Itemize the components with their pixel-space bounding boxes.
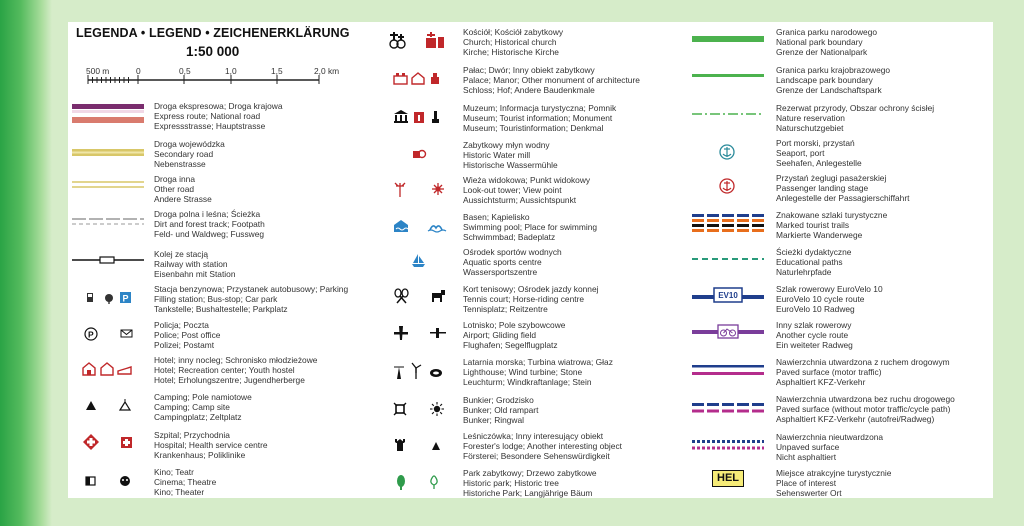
legend-item-field-road: Droga polna i leśna; Ścieżka Dirt and forest track; Footpath Feld- und Waldweg; Fussweg (154, 209, 265, 239)
legend-item-voivodeship-road: Droga wojewódzka Secondary road Nebenstrasse (154, 139, 225, 169)
legend-item-fuel-bus-parking: Stacja benzynowa; Przystanek autobusowy; Parking Filling station; Bus-stop; Car park Tankstelle; Bushaltestelle; Parkplatz (154, 284, 349, 314)
cinema-theatre-icons (85, 475, 145, 489)
landscape-park-boundary-line (692, 74, 767, 82)
legend-item-hotel: Hotel; inny nocleg; Schronisko młodzieżowe Hotel; Recreation center; Youth hostel Hotel; Erholungszentre; Jugendherberge (154, 355, 318, 385)
unpaved-line (692, 440, 767, 452)
cycle-route-line (692, 325, 767, 341)
scale-label: 0,5 (179, 66, 191, 76)
legend-item-lighthouse: Latarnia morska; Turbina wiatrowa; Głaz Lighthouse; Wind turbine; Stone Leuchturm; Windkraftanlage; Stein (463, 357, 613, 387)
legend-item-paved-no-traffic: Nawierzchnia utwardzona bez ruchu drogowego Paved surface (without motor traffic/cycle path) Asphaltiert KFZ-Verkehr (autofrei/Radweg) (776, 394, 955, 424)
railway-station-line (72, 256, 147, 266)
educational-path-line (692, 257, 767, 263)
expressway-road-line (72, 104, 147, 126)
forester-lodge-icons (394, 438, 454, 454)
ev10-badge: EV10 (718, 291, 738, 300)
hospital-icons (84, 434, 144, 452)
legend-item-cinema: Kino; Teatr Cinema; Theatre Kino; Theater (154, 467, 217, 497)
legend-title: LEGENDA • LEGEND • ZEICHENERKLÄRUNG (76, 26, 350, 40)
water-sports-icon (412, 254, 428, 270)
legend-item-swimming: Basen; Kąpielisko Swimming pool; Place for swimming Schwimmbad; Badeplatz (463, 212, 598, 242)
legend-item-eurovelo: Szlak rowerowy EuroVelo 10 EuroVelo 10 cycle route EuroVelo 10 Radweg (776, 284, 883, 314)
legend-item-seaport: Port morski, przystań Seaport, port Seehafen, Anlegestelle (776, 138, 862, 168)
hotel-hostel-icons (82, 362, 142, 378)
legend-item-unpaved: Nawierzchnia nieutwardzona Unpaved surface Nicht asphaltiert (776, 432, 884, 462)
legend-item-camping: Camping; Pole namiotowe Camping; Camp site Campingplatz; Zeltplatz (154, 392, 252, 422)
legend-item-water-mill: Zabytkowy młyn wodny Historic Water mill Historische Wassermühle (463, 140, 558, 170)
police-post-icons (84, 327, 144, 343)
legend-item-national-park: Granica parku narodowego National park boundary Grenze der Nationalpark (776, 27, 878, 57)
svg-text:P: P (88, 329, 94, 340)
scale-label: 0 (136, 66, 141, 76)
historic-park-tree-icons (396, 475, 456, 493)
legend-item-police-post: Policja; Poczta Police; Post office Polizei; Postamt (154, 320, 221, 350)
water-mill-icon (413, 148, 433, 162)
legend-item-place-of-interest: Miejsce atrakcyjne turystycznie Place of interest Sehenswerter Ort (776, 468, 892, 498)
tennis-horse-icons (394, 289, 454, 305)
camping-icons (85, 399, 145, 413)
airport-glider-icons (394, 326, 454, 340)
paved-traffic-line (692, 365, 767, 377)
left-green-strip (0, 0, 52, 526)
scale-label: 500 m (86, 66, 110, 76)
legend-item-marked-trails: Znakowane szlaki turystyczne Marked tourist trails Markierte Wanderwege (776, 210, 888, 240)
scale-label: 1,0 (225, 66, 237, 76)
legend-item-landscape-park: Granica parku krajobrazowego Landscape park boundary Grenze der Landschaftspark (776, 65, 891, 95)
map-scale: 1:50 000 (186, 44, 240, 59)
legend-sheet (68, 22, 993, 498)
legend-item-tennis: Kort tenisowy; Ośrodek jazdy konnej Tennis court; Horse-riding centre Tennisplatz; Reitzentre (463, 284, 599, 314)
legend-item-palace: Pałac; Dwór; Inny obiekt zabytkowy Palace; Manor; Other monument of architecture Schloss; Hof; Andere Baudenkmale (463, 65, 640, 95)
landing-stage-anchor-icon (719, 178, 737, 196)
palace-manor-icons (394, 72, 454, 86)
place-of-interest-badge: HEL (712, 470, 744, 487)
field-road-line (72, 218, 147, 228)
legend-item-other-road: Droga inna Other road Andere Strasse (154, 174, 212, 204)
legend-item-historic-park: Park zabytkowy; Drzewo zabytkowe Historic park; Historic tree Historiche Park; Langjährige Bäum (463, 468, 597, 498)
other-road-line (72, 181, 147, 191)
bunker-rampart-icons (394, 402, 454, 418)
marked-trails-lines (692, 214, 767, 236)
legend-item-expressway: Droga ekspresowa; Droga krajowa Express route; National road Expressstrasse; Hauptstrasse (154, 101, 283, 131)
legend-item-educational-path: Ścieżki dydaktyczne Educational paths Naturlehrpfade (776, 247, 852, 277)
museum-monument-icons (394, 110, 454, 124)
national-park-boundary-line (692, 36, 767, 46)
legend-item-forester-lodge: Leśniczówka; Inny interesujący obiekt Forester's lodge; Another interesting object Försterei; Besondere Sehenswürdigkeit (463, 431, 622, 461)
seaport-anchor-icon (719, 144, 737, 162)
swimming-icons (394, 220, 454, 234)
legend-item-nature-reserve: Rezerwat przyrody, Obszar ochrony ścisłej Nature reservation Naturschutzgebiet (776, 103, 935, 133)
legend-item-landing-stage: Przystań żeglugi pasażerskiej Passenger landing stage Anlegestelle der Passagierschiffahrt (776, 173, 910, 203)
voivodeship-road-line (72, 149, 147, 159)
legend-item-railway: Kolej ze stacją Railway with station Eisenbahn mit Station (154, 249, 236, 279)
lighthouse-wind-icons (394, 363, 454, 381)
church-icons (388, 32, 448, 52)
legend-item-paved-traffic: Nawierzchnia utwardzona z ruchem drogowym Paved surface (motor traffic) Asphaltiert KFZ-Verkehr (776, 357, 950, 387)
paved-no-traffic-line (692, 403, 767, 415)
legend-item-lookout: Wieża widokowa; Punkt widokowy Look-out tower; View point Aussichtsturm; Aussichtspunkt (463, 175, 591, 205)
legend-item-bunker: Bunkier; Grodzisko Bunker; Old rampart Bunker; Ringwal (463, 395, 539, 425)
legend-item-church: Kościół; Kościół zabytkowy Church; Historical church Kirche; Historische Kirche (463, 27, 564, 57)
fuel-bus-parking-icons (86, 291, 146, 305)
legend-item-airport: Lotnisko; Pole szybowcowe Airport; Gliding field Flughafen; Segelflugplatz (463, 320, 566, 350)
legend-item-water-sports: Ośrodek sportów wodnych Aquatic sports centre Wassersportszentre (463, 247, 562, 277)
legend-item-hospital: Szpital; Przychodnia Hospital; Health service centre Krankenhaus; Poliklinike (154, 430, 268, 460)
lookout-viewpoint-icons (394, 182, 454, 198)
svg-text:P: P (122, 293, 129, 304)
legend-item-museum: Muzeum; Informacja turystyczna; Pomnik Museum; Tourist information; Monument Museum; Touristinformation; Denkmal (463, 103, 617, 133)
scale-label: 2,0 km (314, 66, 340, 76)
scale-label: 1,5 (271, 66, 283, 76)
scale-bar (68, 66, 368, 106)
legend-item-cycle-route: Inny szlak rowerowy Another cycle route Ein weiteter Radweg (776, 320, 853, 350)
nature-reserve-line (692, 111, 767, 119)
